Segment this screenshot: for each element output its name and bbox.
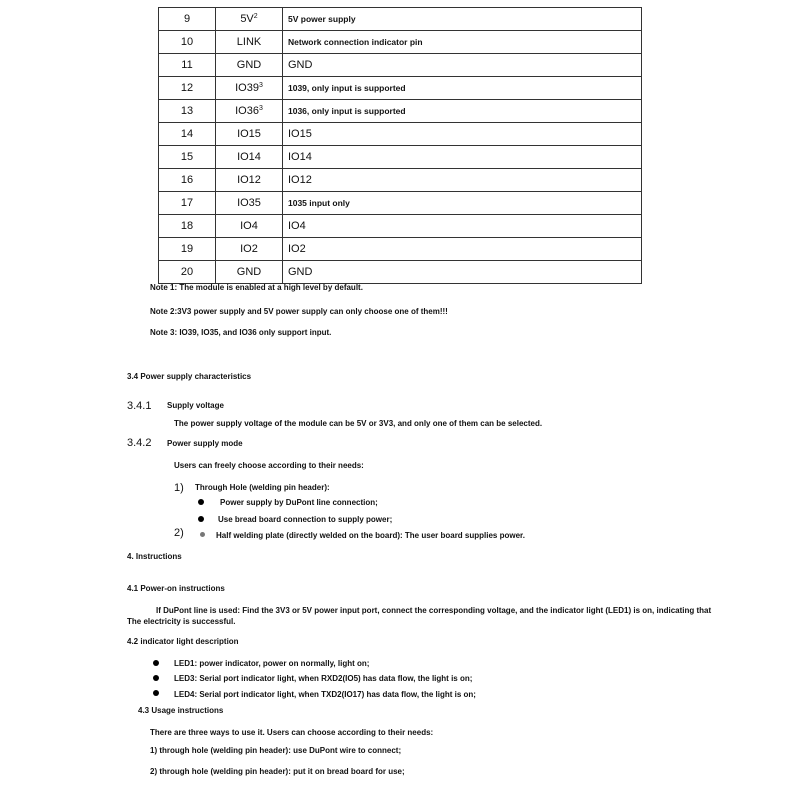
pin-number-cell: 14 xyxy=(159,123,216,146)
pin-function-cell: Network connection indicator pin xyxy=(283,31,642,54)
bullet-icon xyxy=(200,532,205,537)
pin-number-cell: 10 xyxy=(159,31,216,54)
bullet-icon xyxy=(153,660,159,666)
led3-description: LED3: Serial port indicator light, when RXD2(IO5) has data flow, the light is on; xyxy=(174,674,473,683)
pin-function-cell: 5V power supply xyxy=(283,8,642,31)
half-welding-text: Half welding plate (directly welded on the board): The user board supplies power. xyxy=(216,531,525,540)
pin-name-cell xyxy=(216,169,283,192)
table-row xyxy=(159,77,642,100)
pin-name-cell xyxy=(216,77,283,100)
section-3-4-1-title: Supply voltage xyxy=(167,401,224,410)
led4-description: LED4: Serial port indicator light, when TXD2(IO17) has data flow, the light is on; xyxy=(174,690,476,699)
table-row xyxy=(159,261,642,284)
pin-number-cell: 18 xyxy=(159,215,216,238)
table-row xyxy=(159,54,642,77)
pin-name-cell xyxy=(216,8,283,31)
usage-item-1: 1) through hole (welding pin header): use DuPont wire to connect; xyxy=(150,746,402,755)
bullet-icon xyxy=(198,516,204,522)
pin-function-cell: IO15 xyxy=(283,123,642,146)
pin-name-cell xyxy=(216,238,283,261)
section-3-4-2-number: 3.4.2 xyxy=(127,437,152,449)
pin-function-cell: 1039, only input is supported xyxy=(283,77,642,100)
pin-definition-table xyxy=(158,7,642,284)
pin-function-cell: IO12 xyxy=(283,169,642,192)
section-3-4-heading: 3.4 Power supply characteristics xyxy=(127,372,252,381)
table-row xyxy=(159,8,642,31)
pin-note-reference: 3 xyxy=(258,105,263,112)
pin-table-body xyxy=(159,8,642,284)
pin-name-cell xyxy=(216,31,283,54)
pin-number-cell: 20 xyxy=(159,261,216,284)
item-1-number: 1) xyxy=(174,482,184,494)
supply-voltage-text: The power supply voltage of the module can be 5V or 3V3, and only one of them can be selected. xyxy=(174,419,543,428)
pin-number-cell: 17 xyxy=(159,192,216,215)
pin-function-cell: 1036, only input is supported xyxy=(283,100,642,123)
item-2-number: 2) xyxy=(174,527,184,539)
pin-number-cell: 11 xyxy=(159,54,216,77)
power-bullet-breadboard: Use bread board connection to supply power; xyxy=(218,515,393,524)
pin-name: IO15 xyxy=(237,128,261,140)
pin-name: IO39 xyxy=(235,82,259,94)
table-row xyxy=(159,100,642,123)
table-row xyxy=(159,192,642,215)
bullet-icon xyxy=(153,675,159,681)
bullet-icon xyxy=(198,499,204,505)
pin-number-cell: 16 xyxy=(159,169,216,192)
table-row xyxy=(159,31,642,54)
section-4-heading: 4. Instructions xyxy=(127,552,182,561)
section-4-2-heading: 4.2 indicator light description xyxy=(127,637,239,646)
pin-function-cell: 1035 input only xyxy=(283,192,642,215)
section-4-1-heading: 4.1 Power-on instructions xyxy=(127,584,225,593)
pin-number-cell: 9 xyxy=(159,8,216,31)
pin-function-cell: IO14 xyxy=(283,146,642,169)
pin-number-cell: 19 xyxy=(159,238,216,261)
led1-description: LED1: power indicator, power on normally, light on; xyxy=(174,659,370,668)
note-3: Note 3: IO39, IO35, and IO36 only support input. xyxy=(150,328,332,337)
bullet-icon xyxy=(153,690,159,696)
pin-note-reference: 2 xyxy=(253,13,258,20)
pin-name: LINK xyxy=(236,36,262,48)
section-4-3-heading: 4.3 Usage instructions xyxy=(138,706,224,715)
pin-function-cell: GND xyxy=(283,261,642,284)
power-on-text-line2: The electricity is successful. xyxy=(127,617,236,626)
note-2: Note 2:3V3 power supply and 5V power supply can only choose one of them!!! xyxy=(150,307,448,316)
pin-name: IO4 xyxy=(240,220,258,232)
pin-name: IO36 xyxy=(235,105,259,117)
pin-name-cell xyxy=(216,261,283,284)
pin-name-cell xyxy=(216,146,283,169)
usage-item-2: 2) through hole (welding pin header): put it on bread board for use; xyxy=(150,767,405,776)
pin-number-cell: 15 xyxy=(159,146,216,169)
pin-number-cell: 13 xyxy=(159,100,216,123)
pin-name: IO14 xyxy=(237,151,261,163)
table-row xyxy=(159,238,642,261)
note-1: Note 1: The module is enabled at a high level by default. xyxy=(150,283,363,292)
table-row xyxy=(159,146,642,169)
pin-name-cell xyxy=(216,123,283,146)
table-row xyxy=(159,215,642,238)
pin-name: GND xyxy=(236,266,262,278)
pin-number-cell: 12 xyxy=(159,77,216,100)
table-row xyxy=(159,169,642,192)
item-1-title: Through Hole (welding pin header): xyxy=(195,483,330,492)
usage-intro: There are three ways to use it. Users can choose according to their needs: xyxy=(150,728,434,737)
table-row xyxy=(159,123,642,146)
pin-name: IO35 xyxy=(237,197,261,209)
pin-name: GND xyxy=(236,59,262,71)
pin-name-cell xyxy=(216,215,283,238)
power-mode-intro: Users can freely choose according to their needs: xyxy=(174,461,364,470)
pin-function-cell: IO4 xyxy=(283,215,642,238)
pin-note-reference: 3 xyxy=(258,82,263,89)
pin-name-cell xyxy=(216,192,283,215)
pin-name: 5V xyxy=(240,13,254,25)
section-3-4-1-number: 3.4.1 xyxy=(127,400,152,412)
pin-name-cell xyxy=(216,100,283,123)
section-3-4-2-title: Power supply mode xyxy=(167,439,243,448)
pin-name-cell xyxy=(216,54,283,77)
pin-name: IO12 xyxy=(237,174,261,186)
pin-name: IO2 xyxy=(240,243,258,255)
pin-function-cell: IO2 xyxy=(283,238,642,261)
power-on-text-line1: If DuPont line is used: Find the 3V3 or 5V power input port, connect the corresponding voltage, and the indicator light (LED1) is on, indicating that xyxy=(156,606,712,615)
pin-function-cell: GND xyxy=(283,54,642,77)
power-bullet-dupont: Power supply by DuPont line connection; xyxy=(220,498,378,507)
